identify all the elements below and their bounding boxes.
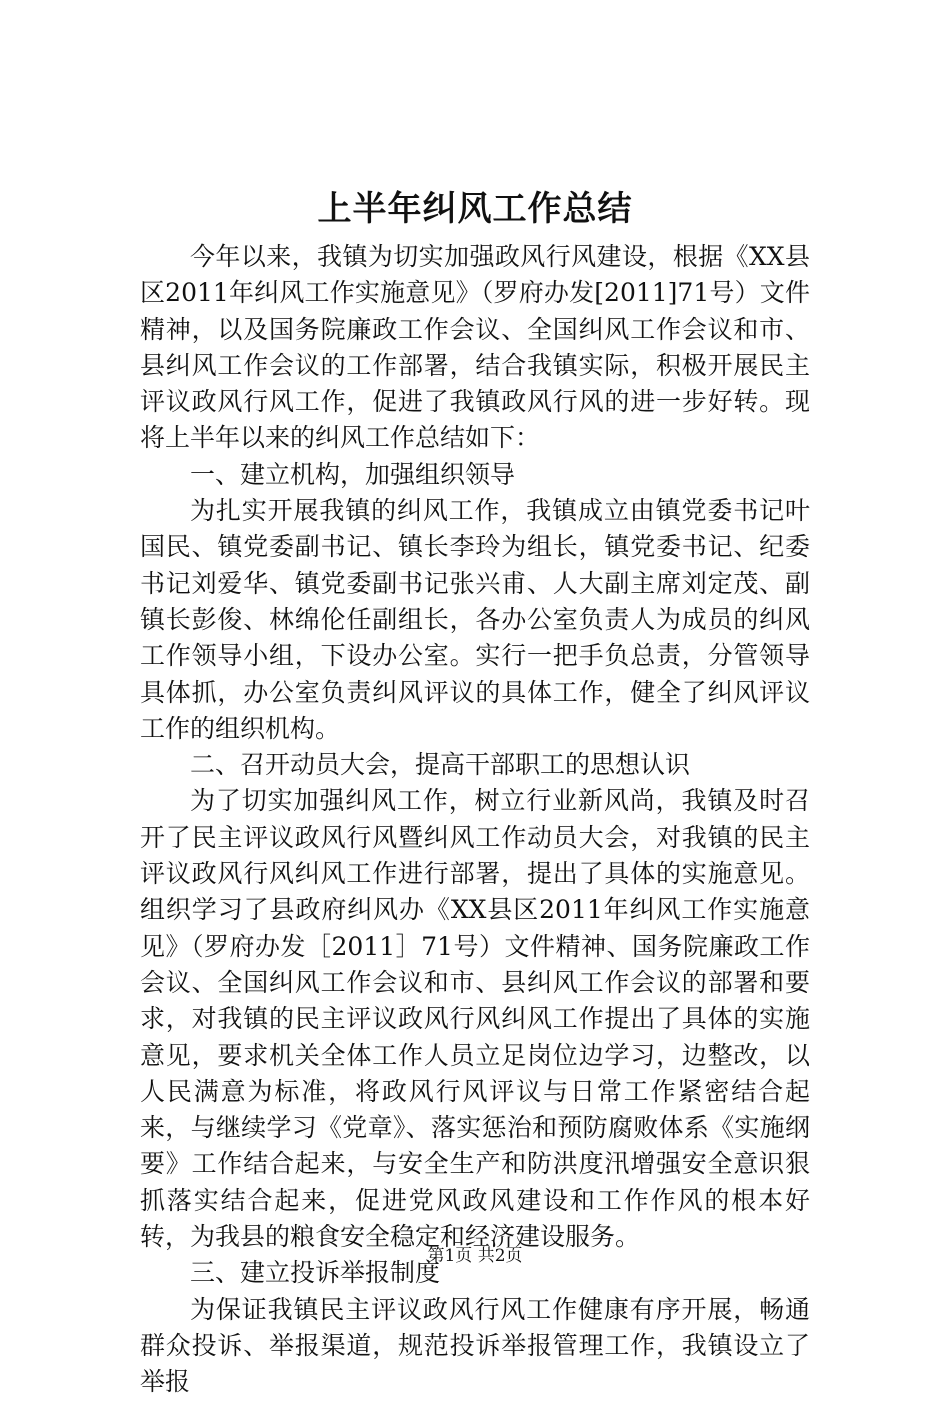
document-body — [140, 239, 810, 1401]
page-footer: 第1页 共2页 — [427, 1246, 523, 1266]
section-heading-2: 二、召开动员大会，提高干部职工的思想认识 — [190, 750, 691, 780]
section-1-paragraph: 为扎实开展我镇的纠风工作，我镇成立由镇党委书记叶国民、镇党委副书记、镇长李玲为组长，镇党委书记、纪委书记刘爱华、镇党委副书记张兴甫、人大副主席刘定茂、副镇长彭俊、林绵伦任副组长，各办公室负责人为成员的纠风工作领导小组，下设办公室。实行一把手负总责，分管领导具体抓，办公室负责纠风评议的具体工作，健全了纠风评议工作的组织机构。 — [140, 496, 810, 743]
intro-paragraph: 今年以来，我镇为切实加强政风行风建设，根据《XX县区2011年纠风工作实施意见》（罗府办发[2011]71号）文件精神，以及国务院廉政工作会议、全国纠风工作会议和市、县纠风工作会议的工作部署，结合我镇实际，积极开展民主评议政风行风工作，促进了我镇政风行风的进一步好转。现将上半年以来的纠风工作总结如下： — [140, 242, 810, 453]
section-heading-3: 三、建立投诉举报制度 — [190, 1258, 441, 1288]
section-2-paragraph: 为了切实加强纠风工作，树立行业新风尚，我镇及时召开了民主评议政风行风暨纠风工作动员大会，对我镇的民主评议政风行风纠风工作进行部署，提出了具体的实施意见。组织学习了县政府纠风办《XX县区2011年纠风工作实施意见》（罗府办发［2011］71号）文件精神、国务院廉政工作会议、全国纠风工作会议和市、县纠风工作会议的部署和要求，对我镇的民主评议政风行风纠风工作提出了具体的实施意见，要求机关全体工作人员立足岗位边学习，边整改，以人民满意为标准，将政风行风评议与日常工作紧密结合起来，与继续学习《党章》、落实惩治和预防腐败体系《实施纲要》工作结合起来，与安全生产和防洪度汛增强安全意识狠抓落实结合起来，促进党风政风建设和工作作风的根本好转，为我县的粮食安全稳定和经济建设服务。 — [140, 786, 810, 1252]
section-heading-1: 一、建立机构，加强组织领导 — [190, 459, 516, 489]
document-title: 上半年纠风工作总结 — [317, 189, 633, 229]
section-3-paragraph: 为保证我镇民主评议政风行风工作健康有序开展，畅通群众投诉、举报渠道，规范投诉举报管理工作，我镇设立了举报 — [140, 1294, 810, 1397]
